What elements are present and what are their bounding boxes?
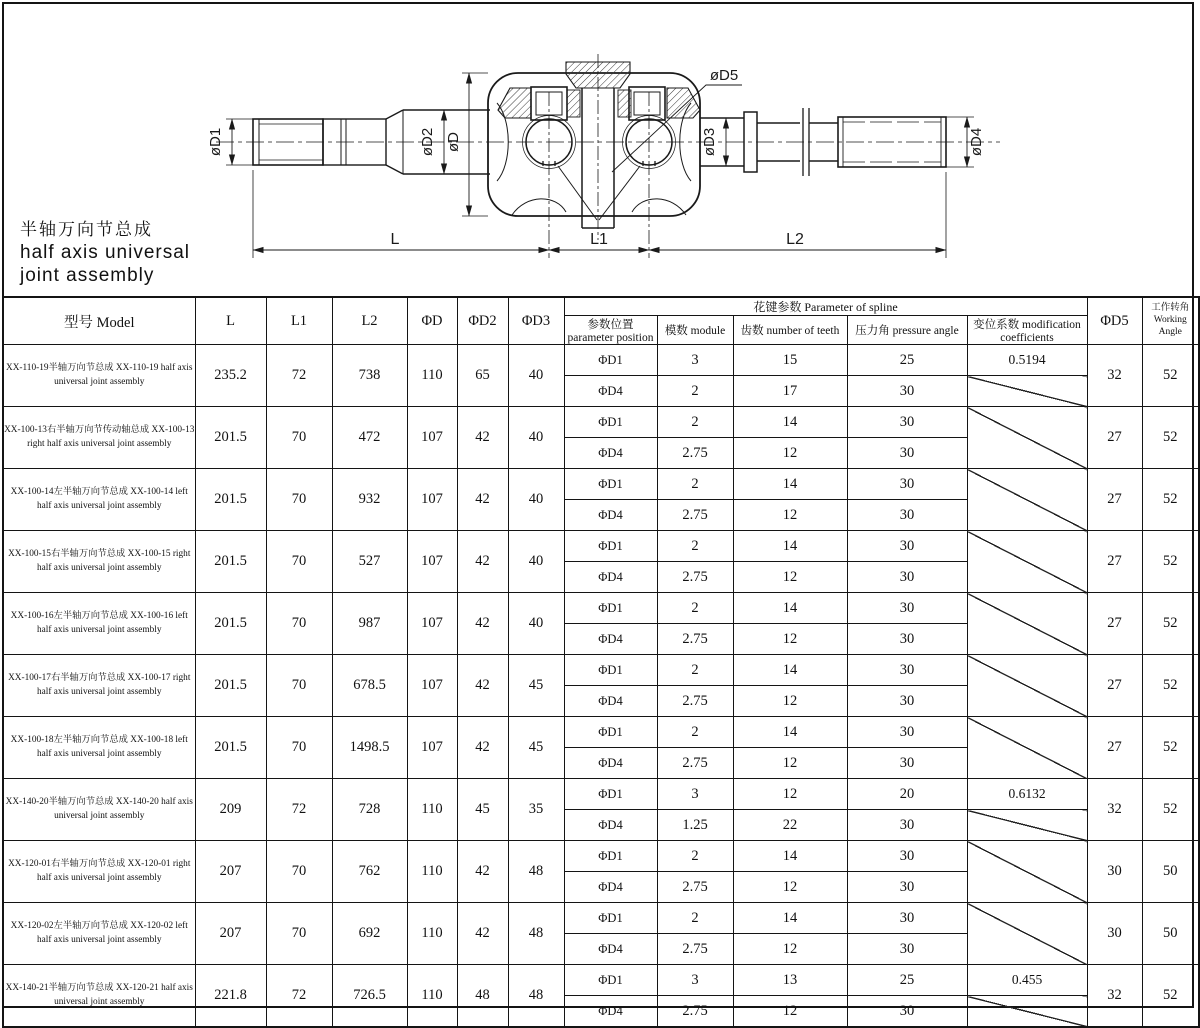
table-row	[3, 779, 1199, 810]
pressure-angle-cell: 30	[847, 996, 967, 1028]
spline-position-cell: ΦD4	[564, 376, 657, 407]
dd5-cell: 32	[1087, 345, 1142, 407]
model-cell: XX-100-16左半轴万向节总成 XX-100-16 left half axis universal joint assembly	[3, 593, 195, 655]
l1-cell: 72	[266, 345, 332, 407]
l-cell: 201.5	[195, 469, 266, 531]
spline-position-cell: ΦD1	[564, 531, 657, 562]
working-angle-cell: 52	[1142, 531, 1199, 593]
dd-cell: 110	[407, 965, 457, 1028]
working-angle-cell: 52	[1142, 655, 1199, 717]
spline-position-cell: ΦD1	[564, 779, 657, 810]
mod-coeff-cell: 0.6132	[967, 779, 1087, 810]
pressure-angle-cell: 25	[847, 965, 967, 996]
dd2-cell: 45	[457, 779, 508, 841]
spline-position-cell: ΦD1	[564, 717, 657, 748]
teeth-cell: 12	[733, 624, 847, 655]
teeth-cell: 14	[733, 469, 847, 500]
dd-cell: 107	[407, 407, 457, 469]
header-module: 模数 module	[657, 316, 733, 345]
model-cell: XX-110-19半轴万向节总成 XX-110-19 half axis universal joint assembly	[3, 345, 195, 407]
header-working-angle: 工作转角 Working Angle	[1142, 297, 1199, 345]
table-row	[3, 965, 1199, 996]
model-cell: XX-120-02左半轴万向节总成 XX-120-02 left half axis universal joint assembly	[3, 903, 195, 965]
pressure-angle-cell: 25	[847, 345, 967, 376]
l1-cell: 70	[266, 531, 332, 593]
hatch-mid-left	[567, 90, 580, 117]
mod-coeff-slash-cell	[967, 407, 1087, 469]
mod-coeff-slash-cell	[967, 903, 1087, 965]
teeth-cell: 12	[733, 500, 847, 531]
pressure-angle-cell: 30	[847, 531, 967, 562]
table-row	[3, 655, 1199, 686]
l-cell: 207	[195, 903, 266, 965]
module-cell: 2.75	[657, 748, 733, 779]
dd3-cell: 40	[508, 345, 564, 407]
teeth-cell: 15	[733, 345, 847, 376]
module-cell: 2.75	[657, 686, 733, 717]
l1-cell: 70	[266, 469, 332, 531]
l2-cell: 527	[332, 531, 407, 593]
model-cell: XX-100-15右半轴万向节总成 XX-100-15 right half axis universal joint assembly	[3, 531, 195, 593]
teeth-cell: 14	[733, 903, 847, 934]
spline-position-cell: ΦD1	[564, 345, 657, 376]
dd5-cell: 32	[1087, 779, 1142, 841]
mod-coeff-slash-cell	[967, 841, 1087, 903]
pressure-angle-cell: 30	[847, 748, 967, 779]
l1-cell: 72	[266, 779, 332, 841]
spline-position-cell: ΦD1	[564, 469, 657, 500]
dd5-cell: 27	[1087, 531, 1142, 593]
bearing-cap-right	[629, 87, 665, 120]
module-cell: 2	[657, 531, 733, 562]
working-angle-cell: 52	[1142, 345, 1199, 407]
module-cell: 2	[657, 376, 733, 407]
pressure-angle-cell: 30	[847, 810, 967, 841]
teeth-cell: 12	[733, 562, 847, 593]
model-cell: XX-100-13右半轴万向节传动轴总成 XX-100-13 right half axis universal joint assembly	[3, 407, 195, 469]
teeth-cell: 12	[733, 686, 847, 717]
l-cell: 201.5	[195, 593, 266, 655]
header-dd3: ΦD3	[508, 297, 564, 345]
dd2-cell: 42	[457, 531, 508, 593]
l-cell: 207	[195, 841, 266, 903]
dim-label-d5: øD5	[709, 67, 739, 84]
mod-coeff-slash-cell	[967, 376, 1087, 407]
l2-cell: 472	[332, 407, 407, 469]
spline-position-cell: ΦD4	[564, 934, 657, 965]
dd-cell: 107	[407, 469, 457, 531]
module-cell: 2.75	[657, 934, 733, 965]
spline-position-cell: ΦD1	[564, 841, 657, 872]
dd3-cell: 48	[508, 903, 564, 965]
dd-cell: 107	[407, 531, 457, 593]
pressure-angle-cell: 30	[847, 438, 967, 469]
header-dd5: ΦD5	[1087, 297, 1142, 345]
spline-position-cell: ΦD4	[564, 872, 657, 903]
dd5-cell: 27	[1087, 593, 1142, 655]
pressure-angle-cell: 30	[847, 624, 967, 655]
l-cell: 221.8	[195, 965, 266, 1028]
dd2-cell: 42	[457, 593, 508, 655]
header-l2: L2	[332, 297, 407, 345]
module-cell: 2	[657, 841, 733, 872]
model-cell: XX-100-14左半轴万向节总成 XX-100-14 left half axis universal joint assembly	[3, 469, 195, 531]
dd5-cell: 30	[1087, 841, 1142, 903]
spline-position-cell: ΦD1	[564, 407, 657, 438]
working-angle-cell: 52	[1142, 469, 1199, 531]
joint-body	[488, 54, 700, 258]
mod-coeff-slash-cell	[967, 655, 1087, 717]
dd-cell: 110	[407, 345, 457, 407]
spline-position-cell: ΦD4	[564, 438, 657, 469]
module-cell: 2.75	[657, 438, 733, 469]
l1-cell: 70	[266, 655, 332, 717]
mod-coeff-cell: 0.5194	[967, 345, 1087, 376]
teeth-cell: 12	[733, 438, 847, 469]
caption-en-line1: half axis universal	[20, 241, 191, 263]
working-angle-cell: 52	[1142, 593, 1199, 655]
pressure-angle-cell: 20	[847, 779, 967, 810]
dd3-cell: 35	[508, 779, 564, 841]
model-cell: XX-140-20半轴万向节总成 XX-140-20 half axis universal joint assembly	[3, 779, 195, 841]
teeth-cell: 14	[733, 593, 847, 624]
pressure-angle-cell: 30	[847, 903, 967, 934]
table-row	[3, 407, 1199, 438]
model-cell: XX-120-01右半轴万向节总成 XX-120-01 right half axis universal joint assembly	[3, 841, 195, 903]
working-angle-cell: 52	[1142, 965, 1199, 1028]
module-cell: 2	[657, 717, 733, 748]
working-angle-cell: 50	[1142, 903, 1199, 965]
header-dd2: ΦD2	[457, 297, 508, 345]
teeth-cell: 14	[733, 407, 847, 438]
l-cell: 201.5	[195, 531, 266, 593]
teeth-cell: 14	[733, 717, 847, 748]
l1-cell: 70	[266, 407, 332, 469]
dim-label-l1: L1	[590, 231, 608, 248]
spec-table-header	[3, 297, 1199, 345]
l2-cell: 692	[332, 903, 407, 965]
module-cell: 2.75	[657, 624, 733, 655]
caption-zh: 半轴万向节总成	[20, 220, 153, 239]
header-param-position: 参数位置 parameter position	[564, 316, 657, 345]
teeth-cell: 22	[733, 810, 847, 841]
spline-position-cell: ΦD1	[564, 965, 657, 996]
dd2-cell: 42	[457, 717, 508, 779]
table-row	[3, 593, 1199, 624]
dd-cell: 110	[407, 903, 457, 965]
model-cell: XX-100-17右半轴万向节总成 XX-100-17 right half axis universal joint assembly	[3, 655, 195, 717]
working-angle-cell: 52	[1142, 779, 1199, 841]
dd5-cell: 27	[1087, 469, 1142, 531]
dd3-cell: 40	[508, 407, 564, 469]
table-row	[3, 531, 1199, 562]
l-cell: 201.5	[195, 655, 266, 717]
dd2-cell: 42	[457, 469, 508, 531]
dd3-cell: 48	[508, 841, 564, 903]
pressure-angle-cell: 30	[847, 686, 967, 717]
dd2-cell: 42	[457, 903, 508, 965]
header-pressure-angle: 压力角 pressure angle	[847, 316, 967, 345]
pressure-angle-cell: 30	[847, 500, 967, 531]
pressure-angle-cell: 30	[847, 934, 967, 965]
teeth-cell: 14	[733, 655, 847, 686]
dim-label-l2: L2	[786, 231, 804, 248]
dd3-cell: 40	[508, 593, 564, 655]
working-angle-cell: 52	[1142, 407, 1199, 469]
module-cell: 2.75	[657, 996, 733, 1028]
dd5-cell: 27	[1087, 407, 1142, 469]
module-cell: 3	[657, 965, 733, 996]
spline-position-cell: ΦD4	[564, 810, 657, 841]
spline-position-cell: ΦD1	[564, 903, 657, 934]
dd-cell: 107	[407, 717, 457, 779]
dim-label-d3: øD3	[701, 127, 718, 157]
teeth-cell: 12	[733, 934, 847, 965]
mod-coeff-slash-cell	[967, 810, 1087, 841]
pressure-angle-cell: 30	[847, 562, 967, 593]
header-l1: L1	[266, 297, 332, 345]
table-row	[3, 345, 1199, 376]
working-angle-cell: 50	[1142, 841, 1199, 903]
l2-cell: 678.5	[332, 655, 407, 717]
pressure-angle-cell: 30	[847, 593, 967, 624]
dd3-cell: 40	[508, 469, 564, 531]
spline-position-cell: ΦD4	[564, 748, 657, 779]
l2-cell: 728	[332, 779, 407, 841]
teeth-cell: 17	[733, 376, 847, 407]
module-cell: 2.75	[657, 500, 733, 531]
l2-cell: 987	[332, 593, 407, 655]
header-l: L	[195, 297, 266, 345]
l1-cell: 70	[266, 717, 332, 779]
module-cell: 2	[657, 407, 733, 438]
mod-coeff-slash-cell	[967, 717, 1087, 779]
dd3-cell: 40	[508, 531, 564, 593]
dim-label-d2: øD2	[419, 127, 436, 157]
dim-label-d4: øD4	[968, 127, 985, 157]
model-cell: XX-100-18左半轴万向节总成 XX-100-18 left half axis universal joint assembly	[3, 717, 195, 779]
dd3-cell: 45	[508, 717, 564, 779]
drawing-geometry	[216, 54, 1000, 258]
table-row	[3, 469, 1199, 500]
pressure-angle-cell: 30	[847, 376, 967, 407]
teeth-cell: 14	[733, 841, 847, 872]
teeth-cell: 12	[733, 872, 847, 903]
teeth-cell: 12	[733, 996, 847, 1028]
pressure-angle-cell: 30	[847, 872, 967, 903]
dim-label-d1: øD1	[207, 127, 224, 157]
teeth-cell: 13	[733, 965, 847, 996]
header-teeth: 齿数 number of teeth	[733, 316, 847, 345]
module-cell: 3	[657, 779, 733, 810]
spec-table	[2, 296, 1200, 1028]
dd5-cell: 27	[1087, 655, 1142, 717]
header-model: 型号 Model	[3, 297, 195, 345]
table-row	[3, 841, 1199, 872]
model-cell: XX-140-21半轴万向节总成 XX-120-21 half axis universal joint assembly	[3, 965, 195, 1028]
l1-cell: 72	[266, 965, 332, 1028]
spline-position-cell: ΦD4	[564, 562, 657, 593]
dd2-cell: 42	[457, 841, 508, 903]
teeth-cell: 12	[733, 748, 847, 779]
l1-cell: 70	[266, 841, 332, 903]
hatch-left-wedge	[498, 88, 531, 118]
dd5-cell: 27	[1087, 717, 1142, 779]
header-spline-group: 花键参数 Parameter of spline	[564, 297, 1087, 316]
l-cell: 201.5	[195, 407, 266, 469]
pressure-angle-cell: 30	[847, 469, 967, 500]
l2-cell: 726.5	[332, 965, 407, 1028]
working-angle-cell: 52	[1142, 717, 1199, 779]
dd3-cell: 45	[508, 655, 564, 717]
dd2-cell: 42	[457, 407, 508, 469]
dd5-cell: 30	[1087, 903, 1142, 965]
dd-cell: 110	[407, 779, 457, 841]
pressure-angle-cell: 30	[847, 407, 967, 438]
l-cell: 209	[195, 779, 266, 841]
dim-label-d: øD	[445, 132, 462, 152]
module-cell: 2.75	[657, 562, 733, 593]
dd2-cell: 42	[457, 655, 508, 717]
spline-position-cell: ΦD1	[564, 593, 657, 624]
table-row	[3, 717, 1199, 748]
dd5-cell: 32	[1087, 965, 1142, 1028]
spline-position-cell: ΦD1	[564, 655, 657, 686]
hatch-right-wedge	[667, 88, 700, 118]
module-cell: 2.75	[657, 872, 733, 903]
caption-en-line2: joint assembly	[20, 264, 155, 286]
pressure-angle-cell: 30	[847, 655, 967, 686]
l2-cell: 738	[332, 345, 407, 407]
mod-coeff-slash-cell	[967, 531, 1087, 593]
mod-coeff-cell: 0.455	[967, 965, 1087, 996]
l-cell: 201.5	[195, 717, 266, 779]
drawing-caption	[20, 220, 190, 287]
mod-coeff-slash-cell	[967, 593, 1087, 655]
pressure-angle-cell: 30	[847, 841, 967, 872]
teeth-cell: 12	[733, 779, 847, 810]
l2-cell: 932	[332, 469, 407, 531]
l2-cell: 762	[332, 841, 407, 903]
spline-position-cell: ΦD4	[564, 996, 657, 1028]
mod-coeff-slash-cell	[967, 996, 1087, 1028]
dd-cell: 110	[407, 841, 457, 903]
l-cell: 235.2	[195, 345, 266, 407]
dim-label-l: L	[390, 231, 400, 248]
dd2-cell: 65	[457, 345, 508, 407]
l2-cell: 1498.5	[332, 717, 407, 779]
module-cell: 2	[657, 469, 733, 500]
dd2-cell: 48	[457, 965, 508, 1028]
module-cell: 2	[657, 903, 733, 934]
header-dd: ΦD	[407, 297, 457, 345]
mod-coeff-slash-cell	[967, 469, 1087, 531]
table-row	[3, 903, 1199, 934]
dd-cell: 107	[407, 593, 457, 655]
header-mod-coeff: 变位系数 modification coefficients	[967, 316, 1087, 345]
spline-position-cell: ΦD4	[564, 500, 657, 531]
module-cell: 1.25	[657, 810, 733, 841]
spline-position-cell: ΦD4	[564, 686, 657, 717]
module-cell: 2	[657, 655, 733, 686]
spec-table-body	[3, 345, 1199, 1028]
teeth-cell: 14	[733, 531, 847, 562]
spline-position-cell: ΦD4	[564, 624, 657, 655]
module-cell: 3	[657, 345, 733, 376]
l1-cell: 70	[266, 593, 332, 655]
pressure-angle-cell: 30	[847, 717, 967, 748]
l1-cell: 70	[266, 903, 332, 965]
module-cell: 2	[657, 593, 733, 624]
dd-cell: 107	[407, 655, 457, 717]
dd3-cell: 48	[508, 965, 564, 1028]
